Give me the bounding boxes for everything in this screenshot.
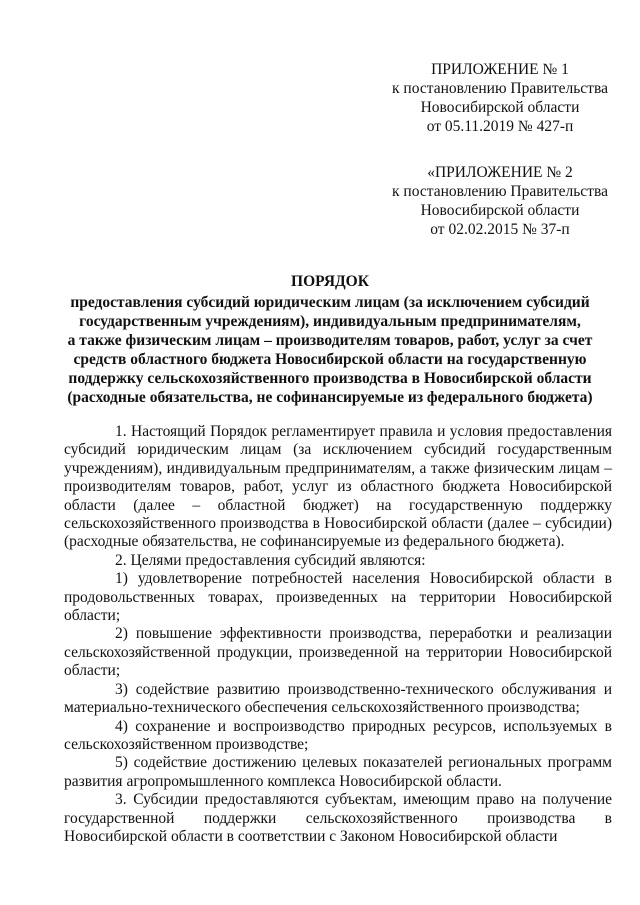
appendix-1-ref: к постановлению Правительства (392, 80, 608, 97)
appendix-1-date: от 05.11.2019 № 427-п (426, 118, 574, 135)
appendix-2-region: Новосибирской области (420, 202, 580, 219)
appendix-2-date: от 02.02.2015 № 37-п (430, 221, 570, 238)
paragraph: 4) сохранение и воспроизводство природных ресурсов, используемых в сельскохозяйственном производстве; (64, 717, 612, 753)
paragraph: 3. Субсидии предоставляются субъектам, имеющим право на получение государственной поддержки сельскохозяйственного производства в Новосибирской области в соответствии с Законом Новосибирской области (64, 791, 612, 845)
paragraph: 2. Целями предоставления субсидий являются: (115, 551, 426, 569)
appendix-1-stamp (380, 60, 620, 136)
paragraph: 1) удовлетворение потребностей населения Новосибирской области в продовольственных товарах, произведенных на территории Новосибирской области; (64, 570, 612, 625)
document-title (60, 272, 600, 407)
paragraph: 2) повышение эффективности производства, переработки и реализации сельскохозяйственной продукции, произведенной на территории Новосибирской области; (64, 625, 612, 680)
title-line: (расходные обязательства, не софинансируемые из федерального бюджета) (67, 389, 593, 406)
title-line: поддержку сельскохозяйственного производства в Новосибирской области (68, 370, 592, 387)
paragraph: 1. Настоящий Порядок регламентирует правила и условия предоставления субсидий юридическим лицам (за исключением субсидий государственным учреждениям), индивидуальным предпринимателям, а также физическим лицам – производителям товаров, работ, услуг из областного бюджета Новосибирской области (далее – областной бюджет) на государственную поддержку сельскохозяйственного производства в Новосибирской области (далее – субсидии) (расходные обязательства, не софинансируемые из федерального бюджета). (64, 423, 612, 551)
appendix-1-region: Новосибирской области (420, 99, 580, 116)
title-heading: ПОРЯДОК (291, 273, 369, 290)
paragraph: 3) содействие развитию производственно-технического обслуживания и материально-технического обеспечения сельскохозяйственного производства; (64, 680, 612, 717)
title-line: средств областного бюджета Новосибирской области на государственную (73, 351, 587, 368)
appendix-2-stamp (380, 163, 620, 239)
paragraph: 5) содействие достижению целевых показателей региональных программ развития агропромышленного комплекса Новосибирской области. (64, 754, 612, 790)
appendix-2-ref: к постановлению Правительства (392, 183, 608, 200)
title-line: государственным учреждениям), индивидуальным предпринимателям, (79, 313, 581, 330)
appendix-2-title: «ПРИЛОЖЕНИЕ № 2 (427, 164, 573, 181)
document-body (64, 423, 612, 846)
appendix-1-title: ПРИЛОЖЕНИЕ № 1 (431, 61, 569, 78)
title-line: а также физическим лицам – производителям товаров, работ, услуг за счет (67, 332, 593, 349)
title-line: предоставления субсидий юридическим лицам (за исключением субсидий (70, 294, 590, 311)
